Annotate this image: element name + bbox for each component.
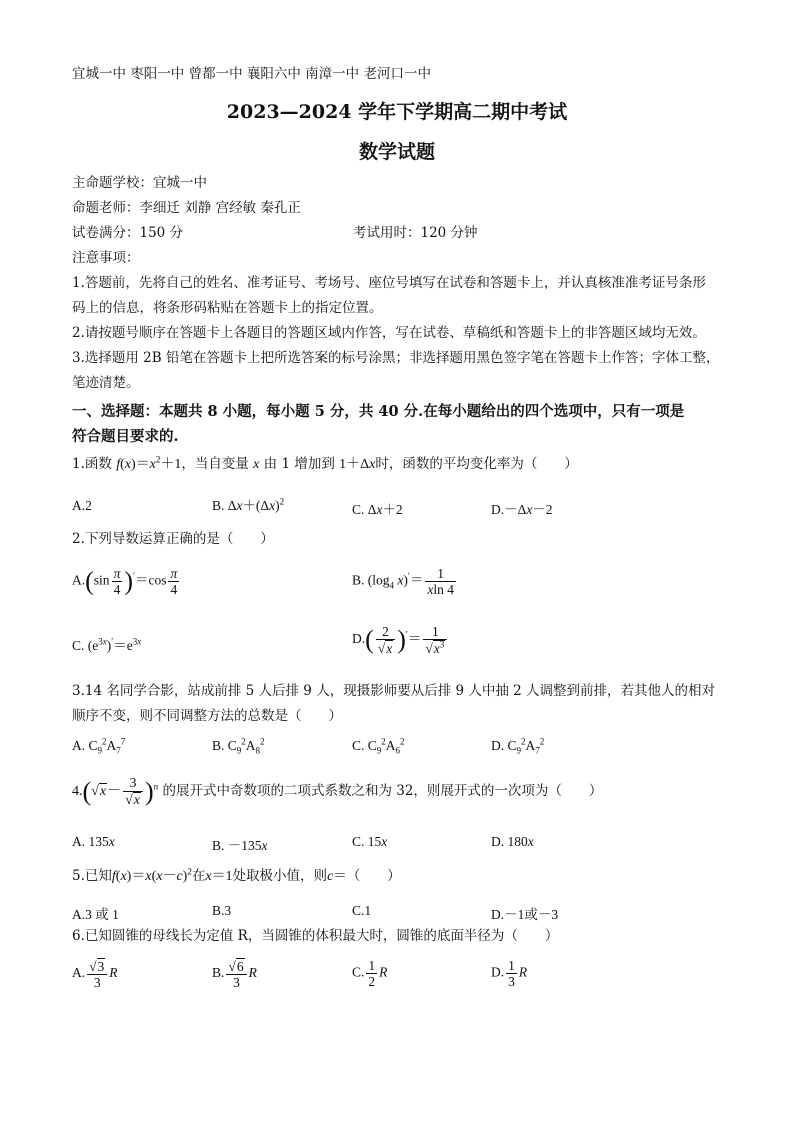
q4-option-a: A. 135x xyxy=(72,834,115,849)
q5-option-d: D.－1或－3 xyxy=(491,907,559,922)
question-2: 2.下列导数运算正确的是（ ） xyxy=(72,531,274,547)
q3-option-d: D. $C_9^2A_7^2$ xyxy=(491,736,545,756)
exam-title: 2023—2024 学年下学期高二期中考试 xyxy=(226,101,568,123)
q5-option-a: A.3 或 1 xyxy=(72,907,119,922)
duration: 考试用时：120 分钟 xyxy=(353,225,478,241)
question-3-line2: 顺序不变，则不同调整方法的总数是（ ） xyxy=(72,708,342,724)
section-heading-2: 符合题目要求的. xyxy=(72,428,179,445)
question-4: 4.(√x－ $\frac{3}{√x}$ )$^n$ 的展开式中奇数项的二项式系数之和为 32，则展开式的一次项为（ ） xyxy=(72,776,603,808)
question-1: 1.函数 $f(x)=x^2+1$，当自变量 x 由 1 增加到 1＋Δx时，函数的平均变化率为（ ） xyxy=(72,454,578,472)
subject-title: 数学试题 xyxy=(358,141,435,163)
section-heading-1: 一、选择题：本题共 8 小题，每小题 5 分，共 40 分.在每小题给出的四个选项中，只有一项是 xyxy=(72,403,685,420)
q2-option-a: A.(sin $\frac{\pi}{4}$ )′＝cos $\frac{\pi}{4}$ xyxy=(72,566,178,597)
note-2: 2.请按题号顺序在答题卡上各题目的答题区域内作答，写在试卷、草稿纸和答题卡上的非答题区域均无效。 xyxy=(72,325,706,341)
note-3a: 3.选择题用 2B 铅笔在答题卡上把所选答案的标号涂黑；非选择题用黑色签字笔在答题卡上作答；字体工整， xyxy=(72,350,720,366)
q1-option-c: C. Δx＋2 xyxy=(352,502,403,517)
q6-option-b: B. $\frac{√6}{3}$ R xyxy=(212,959,257,990)
q2-option-d: D.( $\frac{2}{√x}$ )′＝ $\frac{1}{√x^3}$ xyxy=(352,624,449,656)
q4-option-d: D. 180x xyxy=(491,834,534,849)
q4-option-c: C. 15x xyxy=(352,834,388,849)
notes-heading: 注意事项： xyxy=(72,250,140,266)
q2-option-b: B. ($\log_4$ x)′＝ $\frac{1}{xln 4}$ xyxy=(352,566,454,597)
note-1a: 1.答题前，先将自己的姓名、准考证号、考场号、座位号填写在试卷和答题卡上，并认真核准准考证号条形 xyxy=(72,275,706,291)
q6-option-a: A. $\frac{√3}{3}$ R xyxy=(72,959,118,990)
q1-option-b: B. $\Delta x+(\Delta x)^2$ xyxy=(212,496,285,513)
q4-option-b: B. －135x xyxy=(212,838,268,853)
teachers: 命题老师：李细迁 刘静 宫经敏 秦孔正 xyxy=(72,200,301,216)
schools-line: 宜城一中 枣阳一中 曾都一中 襄阳六中 南漳一中 老河口一中 xyxy=(72,66,431,82)
question-3-line1: 3.14 名同学合影，站成前排 5 人后排 9 人，现摄影师要从后排 9 人中抽 2 人调整到前排，若其他人的相对 xyxy=(72,683,716,699)
question-5: 5.已知$f(x)=x(x-c)^2$在x＝1处取极小值，则c＝（ ） xyxy=(72,866,401,884)
q1-option-d: D.－Δx－2 xyxy=(491,502,553,517)
q5-option-c: C.1 xyxy=(352,903,372,918)
q6-option-d: D. $\frac{1}{3}$ R xyxy=(491,958,528,989)
q2-option-c: C. $(e^{3x})'=e^{3x}$ xyxy=(72,636,142,653)
q5-option-b: B.3 xyxy=(212,903,232,918)
q1-option-a: A.2 xyxy=(72,498,92,513)
q3-option-b: B. $C_9^2A_8^2$ xyxy=(212,736,265,756)
q6-option-c: C. $\frac{1}{2}$ R xyxy=(352,958,388,989)
lead-school: 主命题学校：宜城一中 xyxy=(72,175,207,191)
full-score: 试卷满分：150 分 xyxy=(72,225,184,241)
note-1b: 码上的信息，将条形码粘贴在答题卡上的指定位置。 xyxy=(72,300,383,316)
q3-option-c: C. $C_9^2A_6^2$ xyxy=(352,736,405,756)
q3-option-a: A. $C_9^2A_7^7$ xyxy=(72,736,126,756)
note-3b: 笔迹清楚。 xyxy=(72,375,140,391)
question-6: 6.已知圆锥的母线长为定值 R，当圆锥的体积最大时，圆锥的底面半径为（ ） xyxy=(72,928,559,944)
